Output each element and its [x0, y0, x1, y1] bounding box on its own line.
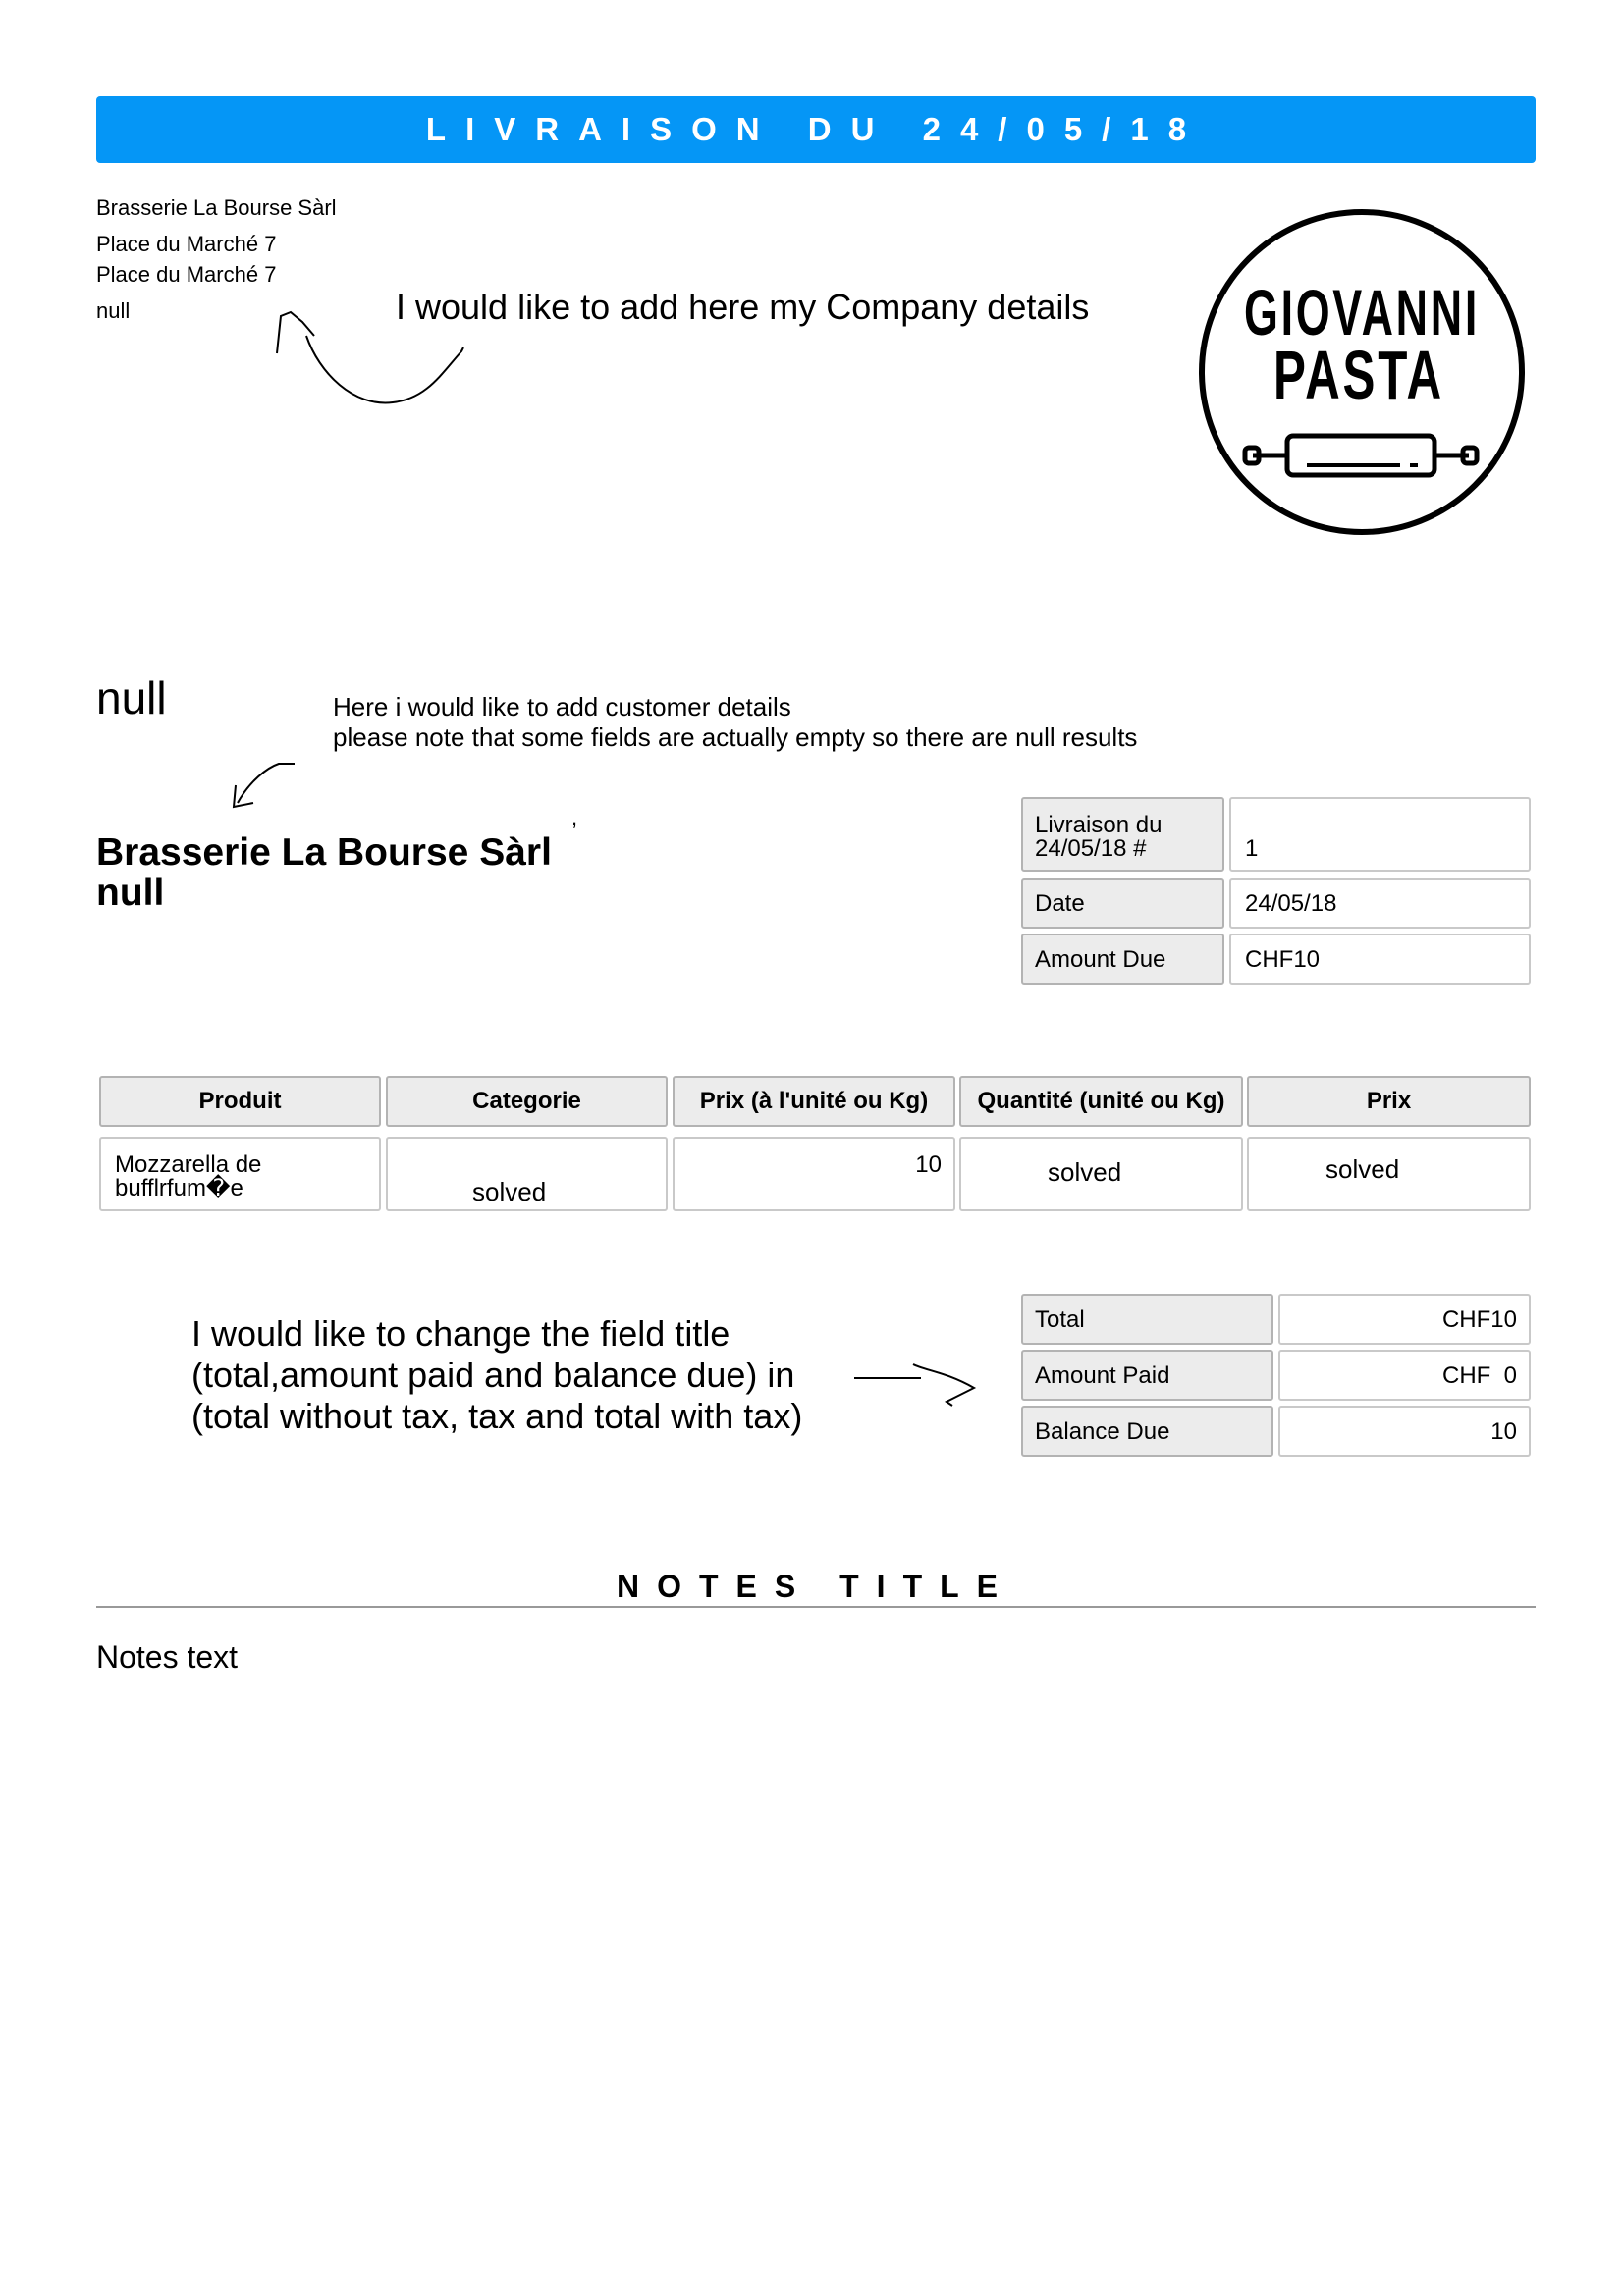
stray-mark: ,	[571, 805, 578, 829]
totals-annotation-line-3: (total without tax, tax and total with tax)	[191, 1396, 803, 1436]
company-name: Brasserie La Bourse Sàrl	[96, 195, 337, 220]
meta-amount-label: Amount Due	[1035, 946, 1166, 973]
logo-line-2: PASTA	[1273, 337, 1444, 413]
totals-annotation-line-1: I would like to change the field title	[191, 1313, 730, 1354]
meta-delivery-value-cell	[1229, 797, 1531, 872]
company-extra: null	[96, 298, 131, 323]
totals-annotation-line-2: (total,amount paid and balance due) in	[191, 1355, 795, 1395]
totals-balance-value: 10	[1490, 1418, 1517, 1445]
handwritten-arrow-right-icon	[852, 1357, 980, 1415]
table-row-prix-cell	[1247, 1137, 1531, 1211]
totals-total-value: CHF10	[1441, 1307, 1517, 1333]
company-street-2: Place du Marché 7	[96, 262, 277, 287]
customer-annotation-2: please note that some fields are actually empty so there are null results	[333, 722, 1138, 752]
notes-divider	[96, 1606, 1536, 1608]
notes-title: NOTES TITLE	[617, 1569, 1015, 1604]
totals-total-value-cell	[1278, 1294, 1531, 1345]
table-row-prix: solved	[1325, 1154, 1400, 1184]
meta-delivery-label-1: Livraison du	[1035, 812, 1163, 838]
handwritten-arrow-small-icon	[228, 756, 306, 815]
table-row-quantite: solved	[1048, 1157, 1122, 1187]
giovanni-pasta-logo	[1194, 204, 1530, 540]
table-row-categorie: solved	[472, 1177, 547, 1206]
table-header-categorie: Categorie	[386, 1076, 668, 1127]
meta-delivery-value: 1	[1245, 835, 1259, 862]
totals-total-label-cell	[1021, 1294, 1273, 1345]
meta-date-value-cell	[1229, 878, 1531, 929]
table-row-prix-unite-cell	[673, 1137, 955, 1211]
totals-annotation	[191, 1313, 802, 1437]
totals-total-label: Total	[1035, 1307, 1085, 1333]
table-row-produit-line-1: Mozzarella de	[115, 1151, 262, 1178]
company-street: Place du Marché 7	[96, 232, 277, 256]
totals-balance-value-cell	[1278, 1406, 1531, 1457]
meta-delivery-label	[1021, 797, 1224, 872]
meta-date-label-cell	[1021, 878, 1224, 929]
notes-text: Notes text	[96, 1639, 239, 1675]
page-banner: LIVRAISON DU 24/05/18	[96, 96, 1536, 163]
table-row-categorie-cell	[386, 1137, 668, 1211]
table-header-produit: Produit	[99, 1076, 381, 1127]
meta-amount-value: CHF10	[1245, 946, 1321, 973]
meta-date-label: Date	[1035, 890, 1085, 917]
totals-paid-value: CHF 0	[1441, 1362, 1517, 1389]
meta-date-value: 24/05/18	[1245, 890, 1337, 917]
meta-amount-label-cell	[1021, 934, 1224, 985]
customer-annotation-1: Here i would like to add customer details	[333, 692, 791, 721]
totals-paid-value-cell	[1278, 1350, 1531, 1401]
totals-balance-label: Balance Due	[1035, 1418, 1170, 1445]
customer-name	[96, 832, 552, 913]
meta-amount-value-cell	[1229, 934, 1531, 985]
table-row-produit-line-2: bufflrfum�e	[115, 1175, 243, 1201]
table-header-quantite: Quantité (unité ou Kg)	[959, 1076, 1243, 1127]
table-header-prix-unite: Prix (à l'unité ou Kg)	[673, 1076, 955, 1127]
totals-paid-label-cell	[1021, 1350, 1273, 1401]
customer-name-line-2: null	[96, 872, 165, 914]
totals-balance-label-cell	[1021, 1406, 1273, 1457]
customer-top-value: null	[96, 672, 167, 723]
table-row-quantite-cell	[959, 1137, 1243, 1211]
customer-name-line: Brasserie La Bourse Sàrl	[96, 831, 552, 874]
table-header-prix: Prix	[1247, 1076, 1531, 1127]
company-annotation: I would like to add here my Company details	[396, 287, 1090, 327]
totals-paid-label: Amount Paid	[1035, 1362, 1170, 1389]
table-row-prix-unite: 10	[915, 1151, 942, 1178]
table-row-produit-cell	[99, 1137, 381, 1211]
logo-line-1: GIOVANNI	[1244, 276, 1480, 348]
meta-delivery-label-2: 24/05/18 #	[1035, 835, 1147, 862]
